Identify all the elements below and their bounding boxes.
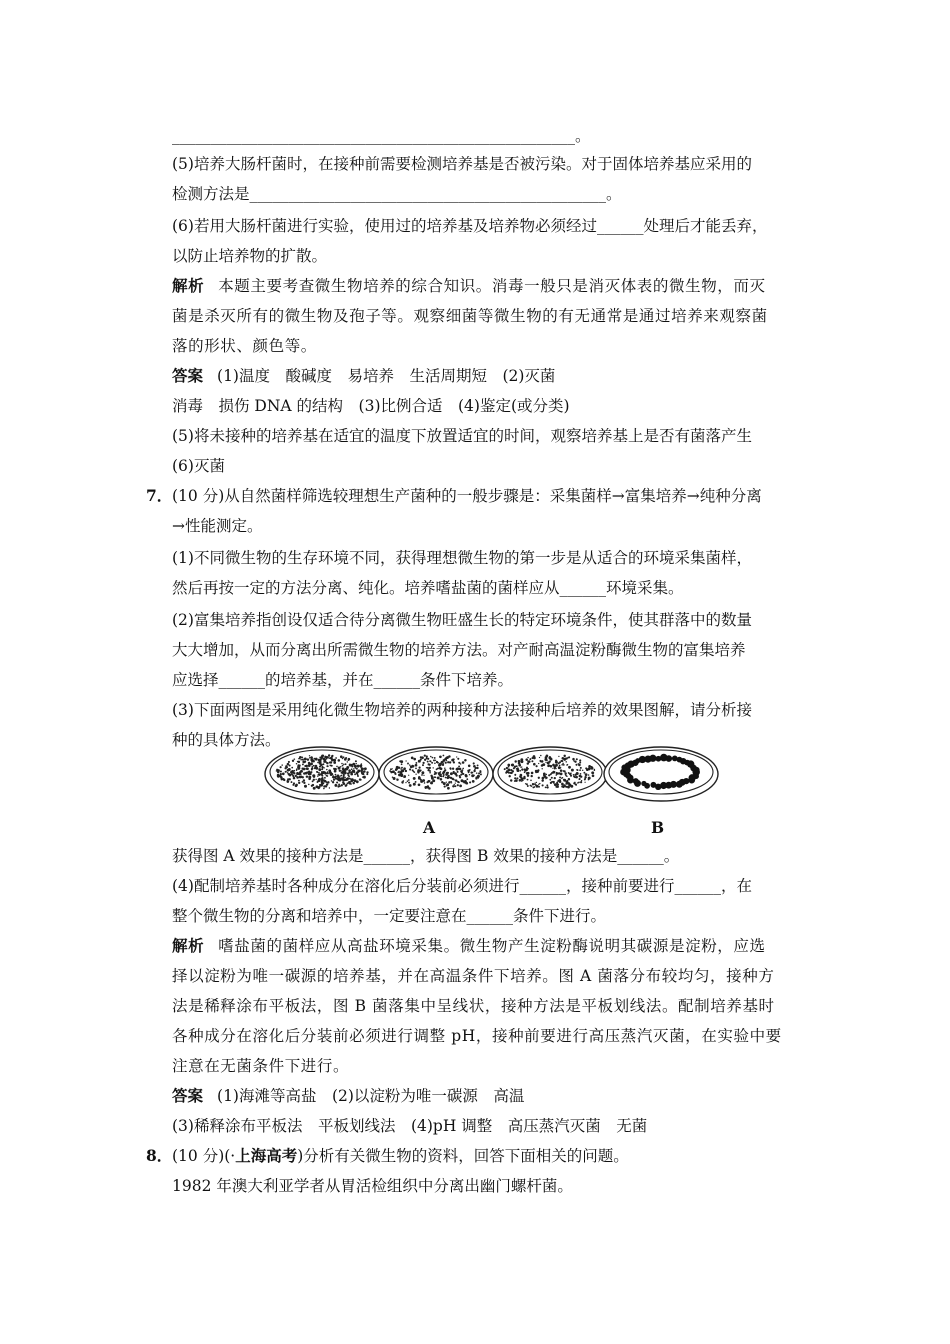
- figure-label-a: A: [423, 818, 436, 837]
- q6-analysis-line1: [172, 276, 766, 296]
- q6-analysis-line3: 落的形状、颜色等。: [172, 337, 317, 355]
- q7-number: 7．: [146, 486, 173, 505]
- q8-source: 上海高考: [235, 1146, 298, 1165]
- analysis-label: 解析: [172, 936, 205, 955]
- petri-dishes: [265, 747, 718, 801]
- q7-part3-line3: 获得图 A 效果的接种方法是______，获得图 B 效果的接种方法是______。: [172, 847, 680, 865]
- answer-blank-line: ____________________________________________________。: [172, 127, 591, 145]
- petri-dish-a3: [493, 747, 607, 801]
- q7-analysis-line3: 法是稀释涂布平板法，图 B 菌落集中呈线状，接种方法是平板划线法。配制培养基时: [172, 997, 775, 1015]
- q6-analysis-line2: 菌是杀灭所有的微生物及孢子等。观察细菌等微生物的有无通常是通过培养来观察菌: [172, 307, 768, 325]
- answer-text: (1)海滩等高盐 (2)以淀粉为唯一碳源 高温: [217, 1087, 525, 1105]
- q7-analysis-line4: 各种成分在溶化后分装前必须进行调整 pH，接种前要进行高压蒸汽灭菌，在实验中要: [172, 1027, 782, 1045]
- petri-dish-figure: [262, 744, 722, 804]
- answer-label: 答案: [172, 366, 204, 385]
- q8-stem-prefix: (10 分)(·: [172, 1147, 236, 1165]
- analysis-label: 解析: [172, 276, 205, 295]
- q7-analysis-line5: 注意在无菌条件下进行。: [172, 1057, 350, 1075]
- answer-label: 答案: [172, 1086, 204, 1105]
- q7-part2-line2: 大大增加，从而分离出所需微生物的培养方法。对产耐高温淀粉酶微生物的富集培养: [172, 641, 746, 659]
- q8-paragraph1: 1982 年澳大利亚学者从胃活检组织中分离出幽门螺杆菌。: [172, 1177, 573, 1195]
- petri-dish-b: [604, 747, 718, 801]
- petri-dish-a1: [265, 747, 379, 801]
- q6-answer-line1: [172, 366, 555, 386]
- q7-part2-line1: (2)富集培养指创设仅适合待分离微生物旺盛生长的特定环境条件，使其群落中的数量: [172, 611, 752, 629]
- analysis-text: 本题主要考查微生物培养的综合知识。消毒一般只是消灭体表的微生物，而灭: [218, 277, 766, 295]
- q6-answer-line2: 消毒 损伤 DNA 的结构 (3)比例合适 (4)鉴定(或分类): [172, 397, 570, 415]
- figure-label-b: B: [651, 818, 665, 837]
- q7-part2-line3: 应选择______的培养基，并在______条件下培养。: [172, 671, 514, 689]
- q7-part3-line2: 种的具体方法。: [172, 731, 281, 749]
- q7-part3-line1: (3)下面两图是采用纯化微生物培养的两种接种方法接种后培养的效果图解，请分析接: [172, 701, 752, 719]
- q6-answer-line3: (5)将未接种的培养基在适宜的温度下放置适宜的时间，观察培养基上是否有菌落产生: [172, 427, 752, 445]
- q7-stem-line1: (10 分)从自然菌样筛选较理想生产菌种的一般步骤是：采集菌样→富集培养→纯种分离: [172, 487, 762, 505]
- q7-part4-line1: (4)配制培养基时各种成分在溶化后分装前必须进行______，接种前要进行______，在: [172, 877, 752, 895]
- analysis-text: 嗜盐菌的菌样应从高盐环境采集。微生物产生淀粉酶说明其碳源是淀粉，应选: [218, 937, 766, 955]
- q6-part6-line1: (6)若用大肠杆菌进行实验，使用过的培养基及培养物必须经过______处理后才能丢弃，: [172, 217, 768, 235]
- q8-stem-suffix: )分析有关微生物的资料，回答下面相关的问题。: [297, 1147, 629, 1165]
- q7-part1-line2: 然后再按一定的方法分离、纯化。培养嗜盐菌的菌样应从______环境采集。: [172, 579, 684, 597]
- q8-number: 8．: [146, 1146, 173, 1165]
- q6-part6-line2: 以防止培养物的扩散。: [172, 247, 328, 265]
- q7-analysis-line2: 择以淀粉为唯一碳源的培养基，并在高温条件下培养。图 A 菌落分布较均匀，接种方: [172, 967, 775, 985]
- q6-answer-line4: (6)灭菌: [172, 457, 225, 475]
- q8-stem: [172, 1146, 629, 1166]
- petri-dish-a2: [379, 747, 493, 801]
- q7-stem-line2: →性能测定。: [172, 517, 263, 535]
- q7-answer-line2: (3)稀释涂布平板法 平板划线法 (4)pH 调整 高压蒸汽灭菌 无菌: [172, 1117, 648, 1135]
- q7-part4-line2: 整个微生物的分离和培养中，一定要注意在______条件下进行。: [172, 907, 607, 925]
- q6-part5-line2: 检测方法是______________________________________________。: [172, 185, 622, 203]
- q7-part1-line1: (1)不同微生物的生存环境不同，获得理想微生物的第一步是从适合的环境采集菌样，: [172, 549, 752, 567]
- q7-answer-line1: [172, 1086, 524, 1106]
- q7-analysis-line1: [172, 936, 766, 956]
- answer-text: (1)温度 酸碱度 易培养 生活周期短 (2)灭菌: [217, 367, 556, 385]
- q6-part5-line1: (5)培养大肠杆菌时，在接种前需要检测培养基是否被污染。对于固体培养基应采用的: [172, 155, 752, 173]
